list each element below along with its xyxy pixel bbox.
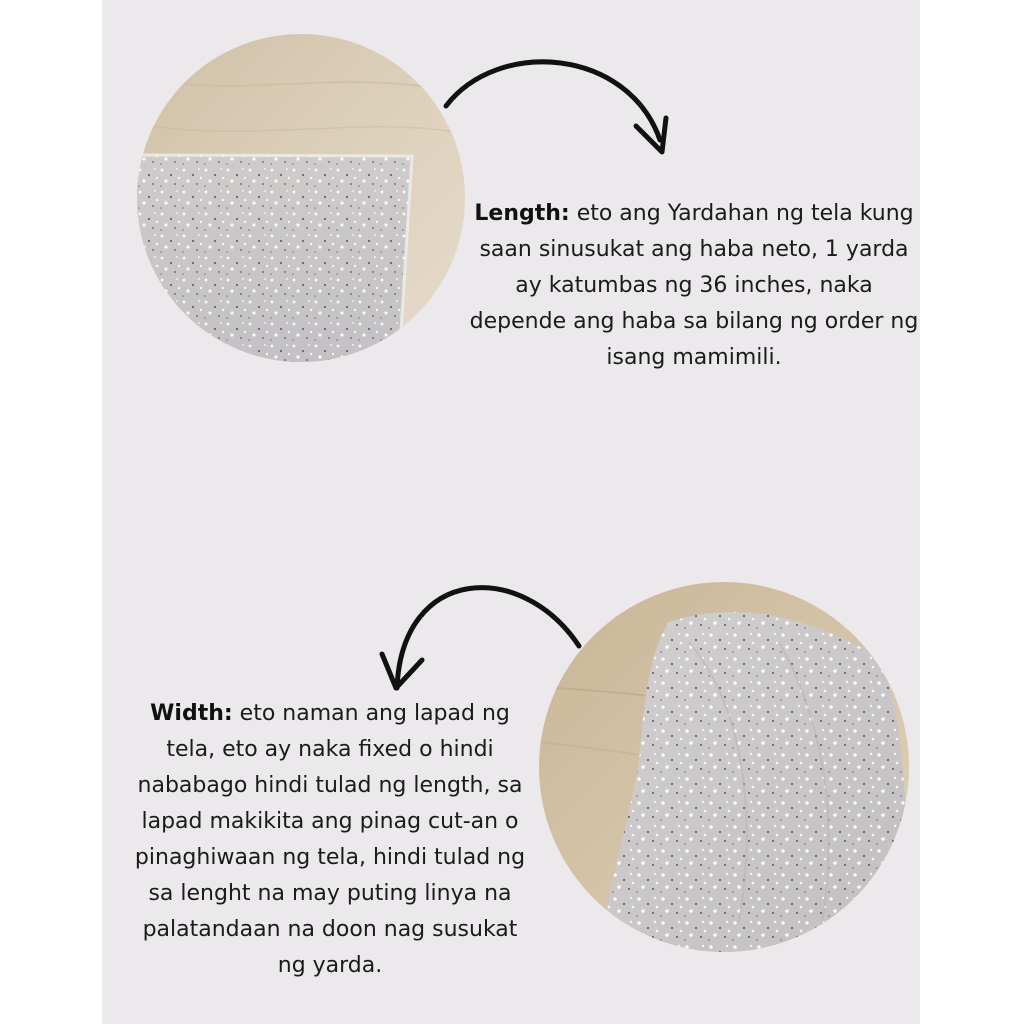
fabric-length-photo <box>137 34 465 362</box>
curved-arrow-right-down-icon <box>438 48 678 168</box>
width-body: eto naman ang lapad ng tela, eto ay naka fixed o hindi nababago hindi tulad ng length, sa lapad makikita ang pinag cut-an o pinaghiwaan ng tela, hindi tulad ng sa lenght na may puting linya na palatandaan na doon nag susukat ng yarda. <box>134 701 526 978</box>
width-heading: Width: <box>150 701 233 726</box>
length-description <box>468 196 920 376</box>
length-body: eto ang Yardahan ng tela kung saan sinusukat ang haba neto, 1 yarda ay katumbas ng 36 inches, naka depende ang haba sa bilang ng order ng isang mamimili. <box>469 201 919 370</box>
length-heading: Length: <box>474 201 570 226</box>
infographic-page <box>102 0 920 1024</box>
width-description <box>130 696 530 984</box>
curved-arrow-left-down-icon <box>282 570 582 700</box>
fabric-width-photo <box>539 582 909 952</box>
